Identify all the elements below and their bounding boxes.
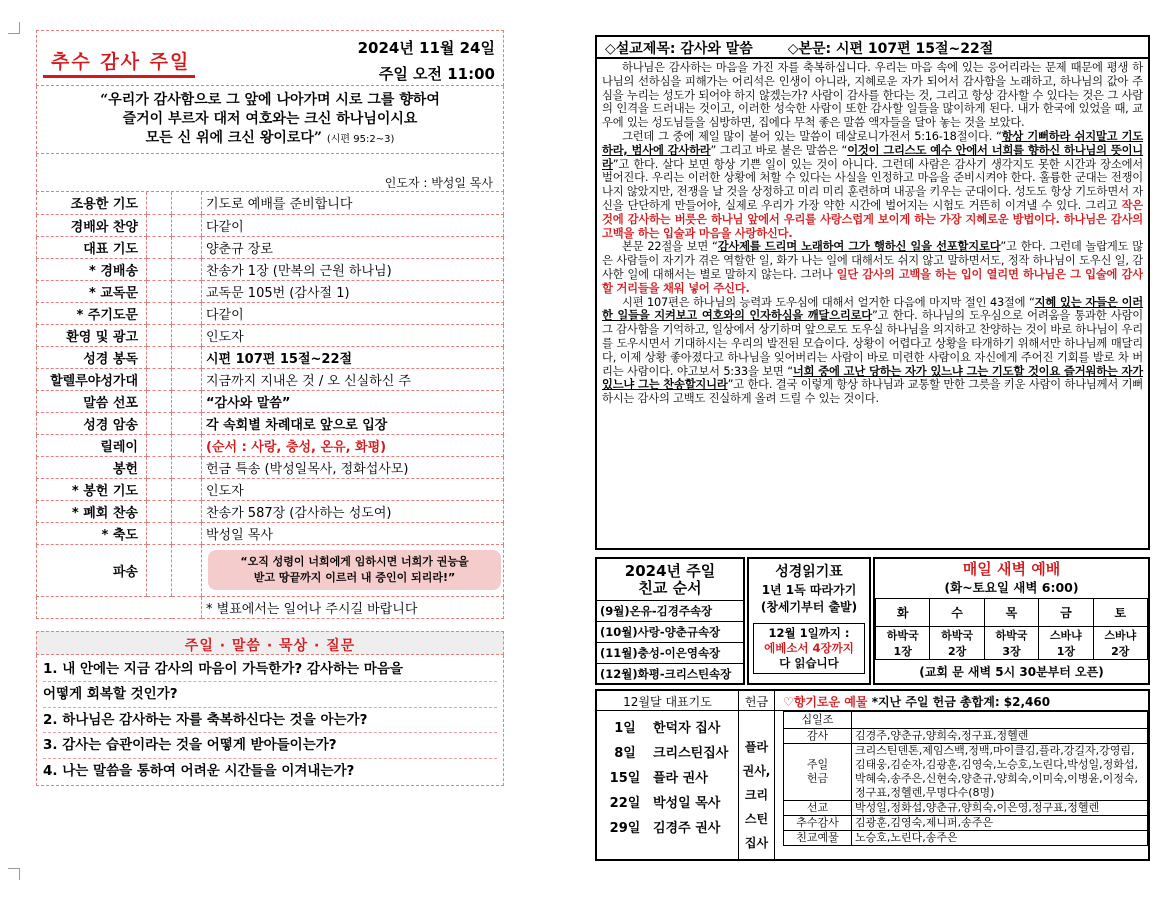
spacer-cell [172, 346, 202, 368]
order-row [37, 500, 504, 522]
sermon-page [595, 35, 1150, 850]
offering-row [784, 831, 1148, 846]
book-cell: 스바냐 1장 [1039, 627, 1093, 660]
fellowship-row: (11월)충성-이은영속장 [597, 643, 743, 664]
spacer-cell [147, 434, 172, 456]
order-row [37, 368, 504, 390]
worship-order-table [36, 192, 504, 619]
spacer-cell [172, 258, 202, 280]
order-label: 파송 [37, 544, 147, 596]
order-label: 환영 및 광고 [37, 324, 147, 346]
sending-quote: “오직 성령이 너희에게 임하시면 너희가 권능을 받고 땅끝까지 이르러 내 증인이 되리라!” [208, 550, 501, 590]
day-cell: 화 [876, 599, 930, 627]
spacer-cell [172, 390, 202, 412]
fellowship-row: (9월)온유-김경주속장 [597, 601, 743, 622]
spacer-cell [147, 302, 172, 324]
spacer-cell [172, 456, 202, 478]
order-label: 성경 봉독 [37, 346, 147, 368]
offering-table-wrap [783, 711, 1148, 846]
prayer-day: 1일 [614, 721, 636, 736]
question-item: 1. 내 안에는 지금 감사의 마음이 가득한가? 감사하는 마음을 [43, 657, 497, 683]
order-label: * 축도 [37, 522, 147, 544]
order-label: 릴레이 [37, 434, 147, 456]
spacer-cell [172, 500, 202, 522]
note-row [37, 596, 504, 618]
spacer-cell [147, 368, 172, 390]
questions-title: 주일 · 말씀 · 묵상 · 질문 [36, 631, 504, 655]
order-label: * 봉헌 기도 [37, 478, 147, 500]
prayer-day: 22일 [609, 796, 641, 811]
order-value: 교독문 105번 (감사절 1) [202, 280, 504, 302]
order-value [202, 544, 504, 596]
bible-reading-box [747, 557, 871, 685]
question-item: 3. 감사는 습관이라는 것을 어떻게 받아들이는가? [43, 733, 497, 759]
order-value: 박성일 목사 [202, 522, 504, 544]
spacer-cell [147, 214, 172, 236]
spacer-cell [172, 324, 202, 346]
day-cell: 토 [1093, 599, 1147, 627]
order-row [37, 324, 504, 346]
verse-line: 즐거이 부르자 대저 여호와는 크신 하나님이시요 [122, 111, 418, 127]
offering-row [784, 712, 1148, 729]
order-label: 대표 기도 [37, 236, 147, 258]
order-label: 말씀 선포 [37, 390, 147, 412]
reading-goal: 12월 1일까지 : 에베소서 4장까지 다 읽습니다 [753, 623, 865, 674]
prayer-day: 8일 [614, 746, 636, 761]
spacer-cell [147, 390, 172, 412]
day-cell: 수 [930, 599, 984, 627]
sermon-paragraph: 하나님은 감사하는 마음을 가진 자를 축복하십니다. 우리는 마음 속에 있는 응어리라는 문제 때문에 평생 하나님의 선하심을 피해가는 어리석은 인생이 아니라, 지혜로운 자가 되어서 감사함을 노래하고, 하나님의 값아 주심을 누리는 성도가 되어야 하지 않겠는가? 사람이 감사를 한다는 것, 그리고 항상 감사할 수 있다는 것은 그 사람의 인격을 드러내는 것이고, 이러한 성숙한 사람이 또한 감사할 일들을 많이하게 된다. 내가 한국에 있었을 때, 교우에 있는 성도님들을 심방하면, 집에다 무척 좋은 말씀 액자들을 달아 놓는 것을 보았다. [602, 61, 1143, 130]
order-label: 봉헌 [37, 456, 147, 478]
prayer-name: 크리스틴집사 [653, 746, 729, 761]
order-row [37, 302, 504, 324]
book-cell: 하박국 1장 [876, 627, 930, 660]
order-label: * 폐회 찬송 [37, 500, 147, 522]
spacer-cell [172, 236, 202, 258]
sermon-box [595, 35, 1150, 550]
offering-type: 주일 헌금 [784, 744, 852, 801]
order-row [37, 412, 504, 434]
offering-row [784, 801, 1148, 816]
counter-name: 스틴 [744, 812, 769, 826]
prayer-name: 한덕자 집사 [653, 721, 721, 736]
spacer-cell [147, 478, 172, 500]
bulletin-header [36, 30, 504, 86]
spacer-cell [147, 258, 172, 280]
spacer-cell [172, 214, 202, 236]
crop-mark-top [8, 22, 20, 34]
order-row [37, 544, 504, 596]
order-label: * 교독문 [37, 280, 147, 302]
offering-row [784, 744, 1148, 801]
offering-type: 추수감사 [784, 816, 852, 831]
order-row [37, 236, 504, 258]
order-value: 기도로 예배를 준비합니다 [202, 192, 504, 214]
spacer-cell [147, 544, 172, 596]
fellowship-title: 2024년 주일 친교 순서 [597, 559, 743, 601]
spacer-cell [147, 412, 172, 434]
order-value: 찬송가 1장 (만복의 근원 하나님) [202, 258, 504, 280]
dawn-service-box [873, 557, 1150, 685]
spacer-cell [172, 192, 202, 214]
sermon-text: ◇본문: 시편 107편 15절~22절 [787, 41, 994, 57]
worship-order-page [36, 30, 504, 850]
page-title: 추수 감사 주일 [43, 38, 195, 78]
fellowship-row: (10월)사랑-양춘규속장 [597, 622, 743, 643]
question-item: 4. 나는 말씀을 통하여 어려운 시간들을 이겨내는가? [43, 762, 355, 779]
order-value: 다같이 [202, 302, 504, 324]
service-time: 주일 오전 11:00 [378, 65, 495, 83]
offering-total: ♡향기로운 예물 *지난 주일 헌금 총합계: $2,460 [783, 695, 1051, 709]
prayer-day: 29일 [609, 821, 641, 836]
order-row [37, 258, 504, 280]
offering-names: 김경주,양춘규,양희숙,정구표,정헬렌 [852, 729, 1148, 744]
counters-column [739, 711, 775, 859]
verse-line: 모든 신 위에 크신 왕이로다” (시편 95:2~3) [145, 130, 395, 146]
counter-name: 크리 [744, 788, 769, 802]
offering-table [783, 711, 1148, 846]
day-cell: 금 [1039, 599, 1093, 627]
day-cell: 목 [984, 599, 1038, 627]
offering-type: 십일조 [784, 712, 852, 729]
heart-icon: ♡ [783, 695, 794, 709]
dawn-subtitle: (화~토요일 새벽 6:00) [944, 580, 1079, 595]
dawn-footer: (교회 문 새벽 5시 30분부터 오픈) [919, 665, 1104, 679]
spacer-cell [147, 236, 172, 258]
spacer-cell [172, 412, 202, 434]
prayer-name: 박성일 목사 [653, 796, 721, 811]
leader-line: 인도자 : 박성일 목사 [36, 154, 504, 192]
book-cell: 하박국 2장 [930, 627, 984, 660]
sermon-body [597, 59, 1148, 408]
spacer-cell [172, 302, 202, 324]
order-row [37, 522, 504, 544]
offering-names: 박성일,정화섭,양춘규,양희숙,이은영,정구표,정헬렌 [852, 801, 1148, 816]
sermon-paragraph: 그런데 그 중에 제일 많이 붙어 있는 말씀이 데살로니가전서 5:16-18절이다. “항상 기뻐하라 쉬지말고 기도하라, 범사에 감사하라” 그리고 바로 붙은 말씀은 “이것이 그리스도 예수 안에서 너희를 향하신 하나님의 뜻이니라”고 한다. 살다 보면 항상 기쁜 일이 있는 것이 아니다. 그런데 사람은 감사기 생각지도 못한 시간과 장소에서 벌어진다. 우리는 이러한 상황에 처할 수 있다는 사실을 인정하고 마음을 준비시켜야 한다. 훌륭한 군대는 전쟁이 나지 않았지만, 전쟁을 날 것을 상정하고 미리 미리 훈련하며 내공을 키우는 군대이다. 성도도 항상 기도하면서 자신을 단단하게 만들어야, 실제로 우리가 가장 약한 시간에 벌어지는 시험도 거뜬히 이겨낼 수 있다. 그리고 작은 것에 감사하는 버릇은 하나님 앞에서 우리를 사랑스럽게 보이게 하는 가장 지혜로운 방법이다. 하나님은 감사의 고백을 하는 입술과 마음을 사랑하신다. [602, 129, 1143, 240]
standing-note: * 별표에서는 일어나 주시길 바랍니다 [202, 596, 504, 618]
order-value: 지금까지 지내온 것 / 오 신실하신 주 [202, 368, 504, 390]
order-row [37, 280, 504, 302]
reading-sub: 1년 1독 따라가기 [761, 583, 857, 597]
prayer-schedule [597, 711, 739, 859]
order-value: 인도자 [202, 478, 504, 500]
verse-reference: (시편 95:2~3) [326, 134, 395, 145]
order-value: 양춘규 장로 [202, 236, 504, 258]
order-label: * 경배송 [37, 258, 147, 280]
dawn-schedule-table [875, 598, 1148, 660]
order-label: * 주기도문 [37, 302, 147, 324]
spacer-cell [147, 522, 172, 544]
counter-name: 집사 [744, 836, 769, 850]
order-label: 경배와 찬양 [37, 214, 147, 236]
offering-row [784, 816, 1148, 831]
prayer-day: 15일 [609, 771, 641, 786]
order-row [37, 346, 504, 368]
sermon-header [597, 37, 1148, 59]
spacer-cell [172, 434, 202, 456]
order-label: 성경 암송 [37, 412, 147, 434]
offering-type: 감사 [784, 729, 852, 744]
spacer-cell [147, 456, 172, 478]
order-value: 각 속회별 차례대로 앞으로 입장 [202, 412, 504, 434]
spacer-cell [147, 500, 172, 522]
spacer-cell [147, 346, 172, 368]
offering-section [595, 689, 1150, 861]
sermon-title: ◇설교제목: 감사와 말씀 [605, 41, 753, 57]
question-item: 어떻게 회복할 것인가? [43, 682, 497, 708]
order-label: 할렐루야성가대 [37, 368, 147, 390]
prayer-header: 12월달 대표기도 [597, 691, 739, 710]
offering-type: 선교 [784, 801, 852, 816]
book-cell: 하박국 3장 [984, 627, 1038, 660]
order-value: 찬송가 587장 (감사하는 성도여) [202, 500, 504, 522]
offering-names: 크리스틴덴톤,제임스백,정백,마이클김,플라,강길자,강영림,김태웅,김순자,김광훈,김영숙,노승호,노린다,박성일,정화섭,박혜숙,송주은,신현숙,양춘규,양희숙,이미숙,이병윤,이정숙,정구표,정헬렌,무명다수(8명) [852, 744, 1148, 801]
service-date: 2024년 11월 24일 [357, 39, 495, 57]
spacer-cell [172, 478, 202, 500]
spacer-cell [147, 324, 172, 346]
sermon-paragraph: 시편 107편은 하나님의 능력과 도우심에 대해서 얼거한 다음에 마지막 절인 43절에 “지혜 있는 자들은 이러한 일들을 지켜보고 여호와의 인자하심을 깨달으리로다”고 한다. 하나님의 도우심으로 어려움을 통과한 사람이 그 감사함을 기억하고, 일상에서 상기하며 앞으로도 도우실 하나님을 의지하고 찬양하는 것이 바로 하나님이 우리를 도우시면서 기대하시는 우리의 발전된 모습이다. 상황이 어렵다고 상황을 타개하기 위해서만 하나님께 매달리다, 이제 상황 좋아졌다고 하나님을 잊어버리는 사람이 바로 미련한 사람이요 자신에게 주어진 기회를 발로 차 버리는 사람이다. 야고보서 5:33을 보면 “너희 중에 고난 당하는 자가 있느냐 그는 기도할 것이요 즐거워하는 자가 있느냐 그는 찬송할지니라”고 한다. 결국 이렇게 항상 하나님과 교통할 만한 그릇을 키운 사람이 하나님께서 기뻐하시는 감사의 고백도 진실하게 올려 드릴 수 있는 것이다. [602, 295, 1143, 406]
reading-sub: (창세기부터 출발) [760, 600, 858, 614]
questions-list [36, 655, 504, 787]
order-row [37, 214, 504, 236]
order-row [37, 456, 504, 478]
dawn-title: 매일 새벽 예배 [962, 560, 1061, 578]
prayer-name: 김경주 권사 [653, 821, 721, 836]
money-header: 헌금 [739, 691, 775, 710]
fellowship-schedule [595, 557, 745, 685]
order-label: 조용한 기도 [37, 192, 147, 214]
fellowship-row: (12월)화평-크리스틴속장 [600, 667, 732, 681]
crop-mark-bottom [8, 868, 20, 880]
spacer-cell [172, 522, 202, 544]
offering-header [597, 691, 1148, 711]
spacer-cell [172, 280, 202, 302]
counter-name: 플라 [744, 740, 769, 754]
reading-title: 성경읽기표 [775, 564, 843, 580]
order-value: 다같이 [202, 214, 504, 236]
sermon-paragraph: 본문 22절을 보면 “감사제를 드리며 노래하여 그가 행하신 일을 선포할지로다”고 한다. 그런데 놀랍게도 많은 사람들이 자기가 겪은 역할한 일, 화가 나는 일에 대해서도 쉬지 않고 말하면서도, 정작 하나님이 도우신 일, 감사한 일에 대해서는 별로 말하지 않는다. 그러나 일단 감사의 고백을 하는 입이 열리면 하나님은 그 입술에 감사할 거리들을 채워 넣어 주신다. [602, 240, 1143, 295]
offering-names: 김광훈,김영숙,제니퍼,송주은 [852, 816, 1148, 831]
counter-name: 권사, [742, 764, 771, 778]
spacer-cell [172, 544, 202, 596]
order-row [37, 390, 504, 412]
info-boxes [595, 557, 1150, 685]
order-value: 헌금 특송 (박성일목사, 정화섭사모) [202, 456, 504, 478]
question-item: 2. 하나님은 감사하는 자를 축복하신다는 것을 아는가? [43, 708, 497, 734]
offering-names [852, 712, 1148, 729]
offering-row [784, 729, 1148, 744]
spacer-cell [172, 368, 202, 390]
theme-verse [36, 86, 504, 154]
order-value: (순서 : 사랑, 충성, 온유, 화평) [202, 434, 504, 456]
verse-line: “우리가 감사함으로 그 앞에 나아가며 시로 그를 향하여 [100, 92, 440, 108]
offering-names: 노승호,노린다,송주은 [852, 831, 1148, 846]
order-value: 시편 107편 15절~22절 [202, 346, 504, 368]
order-row [37, 192, 504, 214]
book-cell: 스바냐 2장 [1093, 627, 1147, 660]
prayer-name: 플라 권사 [653, 771, 708, 786]
spacer-cell [147, 192, 172, 214]
spacer-cell [147, 280, 172, 302]
order-value: “감사와 말씀” [202, 390, 504, 412]
order-row [37, 478, 504, 500]
offering-type: 친교예물 [784, 831, 852, 846]
order-row [37, 434, 504, 456]
order-value: 인도자 [202, 324, 504, 346]
